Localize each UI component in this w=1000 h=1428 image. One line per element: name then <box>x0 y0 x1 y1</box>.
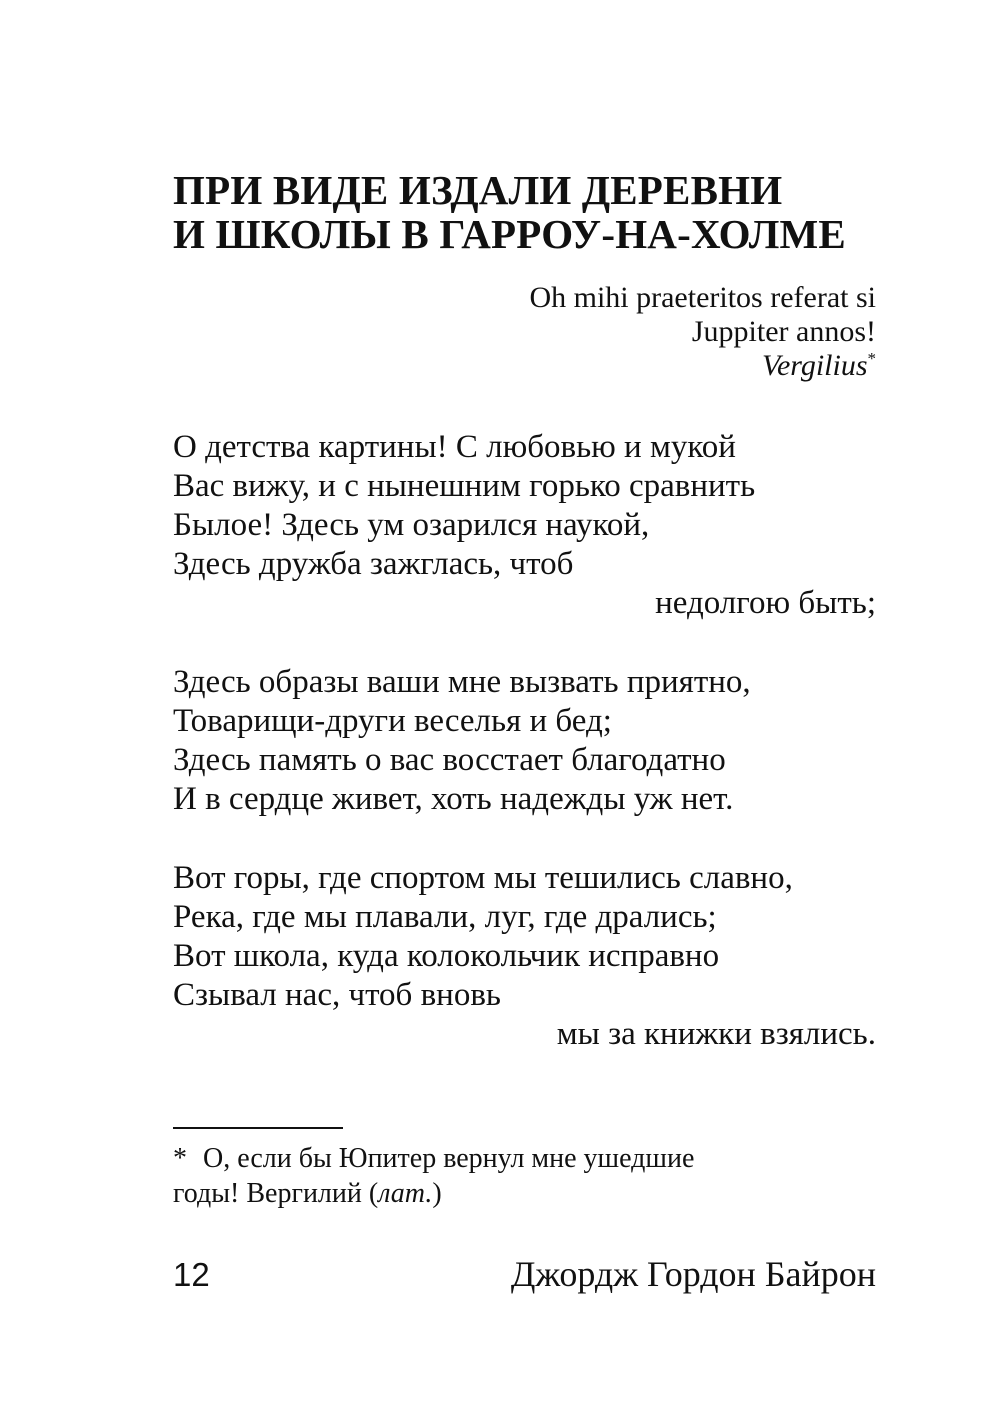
epigraph-line-1: Oh mihi praeteritos referat si <box>529 281 876 314</box>
verse-line: И в сердце живет, хоть надежды уж нет. <box>173 781 734 817</box>
footnote-line-2 <box>173 1176 876 1211</box>
footnote-divider <box>173 1127 343 1129</box>
page-number: 12 <box>173 1256 210 1293</box>
verse-line-continuation: мы за книжки взялись. <box>556 1016 876 1052</box>
verse-line: Былое! Здесь ум озарился наукой, <box>173 507 650 543</box>
footnote-text-2: годы! Вергилий ( <box>173 1178 379 1209</box>
verse-line: Вот горы, где спортом мы тешились славно, <box>173 860 793 896</box>
stanza-1 <box>173 428 876 623</box>
verse-line: О детства картины! С любовью и мукой <box>173 429 736 465</box>
verse-line: Вот школа, куда колокольчик исправно <box>173 938 720 974</box>
poem-title <box>173 168 876 256</box>
verse-line-continuation: недолгою быть; <box>655 585 876 621</box>
footnote-mark: * <box>173 1143 187 1174</box>
poem-title-line-2: И ШКОЛЫ В ГАРРОУ-НА-ХОЛМЕ <box>173 211 846 257</box>
verse-line: Вас вижу, и с нынешним горько сравнить <box>173 468 756 504</box>
book-page <box>173 0 876 1428</box>
footnote-text-2-end: ) <box>432 1178 442 1209</box>
stanza-3 <box>173 859 876 1054</box>
epigraph-footnote-mark: * <box>867 349 876 368</box>
verse-line: Здесь образы ваши мне вызвать приятно, <box>173 664 751 700</box>
stanza-2 <box>173 663 876 819</box>
verse-line: Товарищи-други веселья и бед; <box>173 703 612 739</box>
footnote-line-1 <box>173 1141 876 1176</box>
poem-body <box>173 428 876 1094</box>
verse-line: Река, где мы плавали, луг, где дрались; <box>173 899 717 935</box>
footnote-language: лат. <box>378 1178 433 1209</box>
verse-line: Здесь дружба зажглась, чтоб <box>173 546 574 582</box>
footnote <box>173 1141 876 1211</box>
running-footer-author: Джордж Гордон Байрон <box>510 1254 876 1294</box>
epigraph-author-name: Vergilius <box>761 349 868 382</box>
epigraph-author <box>529 349 876 383</box>
epigraph <box>529 281 876 383</box>
poem-title-line-1: ПРИ ВИДЕ ИЗДАЛИ ДЕРЕВНИ <box>173 167 783 213</box>
verse-line: Сзывал нас, чтоб вновь <box>173 977 501 1013</box>
epigraph-line-2: Juppiter annos! <box>691 315 876 348</box>
footnote-text-1: О, если бы Юпитер вернул мне ушедшие <box>203 1143 695 1174</box>
verse-line: Здесь память о вас восстает благодатно <box>173 742 726 778</box>
